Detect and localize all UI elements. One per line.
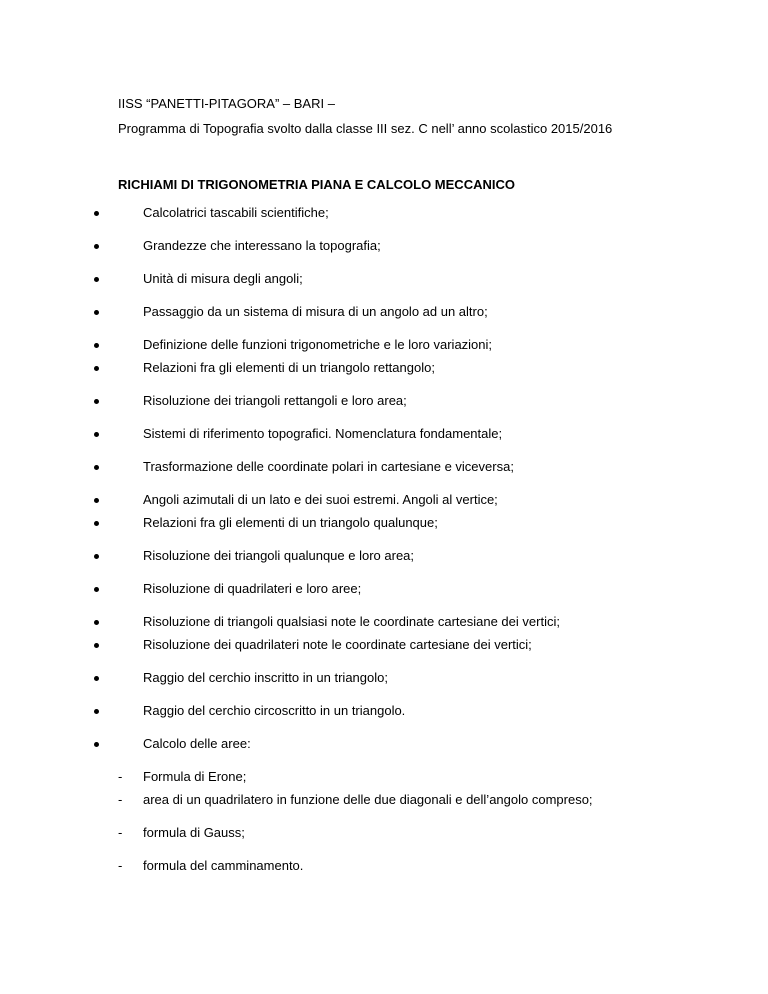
sub-list-item: - formula di Gauss; [118,825,245,840]
list-item: Calcolo delle aree: [0,736,768,752]
bullet-icon [94,587,99,592]
dash-marker: - [118,769,123,784]
list-item: Raggio del cerchio circoscritto in un triangolo. [0,703,768,719]
bullet-icon [94,643,99,648]
sub-list-item: - Formula di Erone; [118,769,247,784]
bullet-icon [94,366,99,371]
list-item: Calcolatrici tascabili scientifiche; [0,205,768,221]
list-item: Risoluzione di quadrilateri e loro aree; [0,581,768,597]
list-item: Sistemi di riferimento topografici. Nomenclatura fondamentale; [0,426,768,442]
bullet-icon [94,498,99,503]
dash-marker: - [118,792,123,807]
school-header: IISS “PANETTI-PITAGORA” – BARI – [118,96,335,111]
bullet-icon [94,244,99,249]
list-item: Grandezze che interessano la topografia; [0,238,768,254]
bullet-icon [94,554,99,559]
bullet-icon [94,742,99,747]
sub-list-item: - area di un quadrilatero in funzione delle due diagonali e dell’angolo compreso; [118,792,593,807]
list-item: Unità di misura degli angoli; [0,271,768,287]
list-item: Risoluzione dei triangoli rettangoli e loro area; [0,393,768,409]
list-item: Risoluzione dei triangoli qualunque e loro area; [0,548,768,564]
bullet-icon [94,399,99,404]
list-item: Definizione delle funzioni trigonometriche e le loro variazioni; [0,337,768,353]
list-item: Passaggio da un sistema di misura di un angolo ad un altro; [0,304,768,320]
bullet-icon [94,620,99,625]
dash-marker: - [118,825,123,840]
bullet-icon [94,465,99,470]
list-item: Relazioni fra gli elementi di un triangolo rettangolo; [0,360,768,376]
dash-marker: - [118,858,123,873]
list-item: Relazioni fra gli elementi di un triangolo qualunque; [0,515,768,531]
sub-list-item: - formula del camminamento. [118,858,304,873]
bullet-icon [94,310,99,315]
list-item: Trasformazione delle coordinate polari in cartesiane e viceversa; [0,459,768,475]
section-title: RICHIAMI DI TRIGONOMETRIA PIANA E CALCOLO MECCANICO [118,177,515,192]
bullet-icon [94,277,99,282]
bullet-icon [94,521,99,526]
bullet-icon [94,343,99,348]
list-item: Risoluzione di triangoli qualsiasi note le coordinate cartesiane dei vertici; [0,614,768,630]
program-title: Programma di Topografia svolto dalla classe III sez. C nell’ anno scolastico 2015/2016 [118,121,613,136]
bullet-icon [94,676,99,681]
bullet-icon [94,211,99,216]
bullet-icon [94,432,99,437]
list-item: Angoli azimutali di un lato e dei suoi estremi. Angoli al vertice; [0,492,768,508]
bullet-icon [94,709,99,714]
list-item: Risoluzione dei quadrilateri note le coordinate cartesiane dei vertici; [0,637,768,653]
list-item: Raggio del cerchio inscritto in un triangolo; [0,670,768,686]
